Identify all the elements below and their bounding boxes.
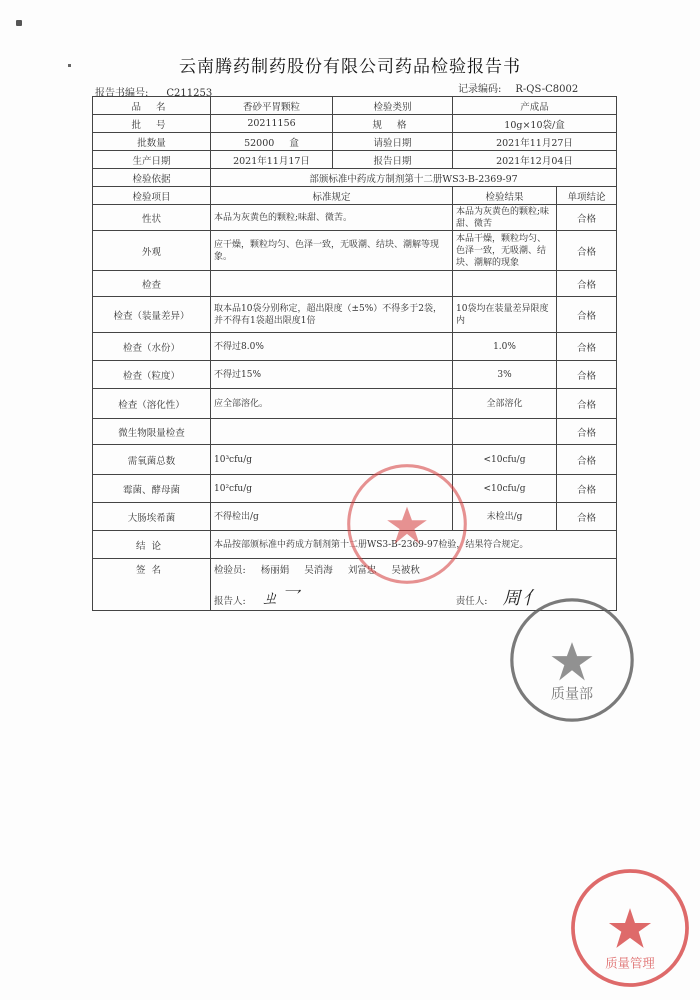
item-cell: 微生物限量检查 <box>93 419 211 445</box>
record-number-value: R-QS-C8002 <box>515 84 579 95</box>
table-row <box>93 389 617 419</box>
seal-graphic <box>568 866 692 990</box>
responsible-label: 责任人: <box>455 596 488 607</box>
standard-cell: 应全部溶化。 <box>211 389 453 419</box>
inspector-name: 吴被秋 <box>391 565 420 576</box>
standard-cell: 应干燥，颗粒均匀、色泽一致，无吸潮、结块、潮解等现象。 <box>211 231 453 271</box>
punch-hole-mark <box>16 20 22 26</box>
item-cell: 检查（水份） <box>93 333 211 361</box>
conclusion-cell: 合格 <box>557 231 617 271</box>
verdict-text: 本品按部颁标准中药成方制剂第十二册WS3-B-2369-97检验，结果符合规定。 <box>211 531 617 559</box>
report-date-value: 2021年12月04日 <box>453 151 617 169</box>
quality-dept-seal <box>508 596 636 724</box>
svg-text:质量管理: 质量管理 <box>605 955 655 971</box>
svg-text:质量部: 质量部 <box>550 686 594 703</box>
header-conclusion: 单项结论 <box>557 187 617 205</box>
result-cell: 10袋均在装量差异限度内 <box>453 297 557 333</box>
seal-graphic <box>345 462 469 586</box>
result-cell: <10cfu/g <box>453 445 557 475</box>
result-cell: 全部溶化 <box>453 389 557 419</box>
table-row <box>93 333 617 361</box>
table-row <box>93 169 617 187</box>
table-row <box>93 231 617 271</box>
header-standard: 标准规定 <box>211 187 453 205</box>
result-cell: 本品干燥，颗粒均匀、色泽一致，无吸潮、结块、潮解的现象 <box>453 231 557 271</box>
header-item: 检验项目 <box>93 187 211 205</box>
spec-value: 10g×10袋/盒 <box>453 115 617 133</box>
table-row <box>93 151 617 169</box>
result-cell: 1.0% <box>453 333 557 361</box>
result-cell: 本品为灰黄色的颗粒;味甜、微苦 <box>453 205 557 231</box>
conclusion-cell: 合格 <box>557 205 617 231</box>
result-cell: 未检出/g <box>453 503 557 531</box>
standard-cell: 不得检出/g <box>211 503 453 531</box>
item-cell: 检查 <box>93 271 211 297</box>
request-date-label: 请验日期 <box>333 133 453 151</box>
standard-cell <box>211 271 453 297</box>
company-seal <box>345 462 469 586</box>
responsible-signature: 周⺅ <box>502 588 543 609</box>
table-row <box>93 133 617 151</box>
table-row <box>93 361 617 389</box>
star-icon <box>387 507 427 544</box>
basis-value: 部颁标准中药成方制剂第十二册WS3-B-2369-97 <box>211 169 617 187</box>
record-number-label: 记录编码: <box>458 84 502 95</box>
batch-value: 20211156 <box>211 115 333 133</box>
header-result: 检验结果 <box>453 187 557 205</box>
conclusion-cell: 合格 <box>557 271 617 297</box>
conclusion-cell: 合格 <box>557 419 617 445</box>
star-icon <box>552 642 593 680</box>
table-row <box>93 297 617 333</box>
quantity-cell <box>211 133 333 151</box>
item-cell: 霉菌、酵母菌 <box>93 475 211 503</box>
item-cell: 大肠埃希菌 <box>93 503 211 531</box>
test-type-value: 产成品 <box>453 97 617 115</box>
basis-label: 检验依据 <box>93 169 211 187</box>
request-date-value: 2021年11月27日 <box>453 133 617 151</box>
standard-cell: 本品为灰黄色的颗粒;味甜、微苦。 <box>211 205 453 231</box>
conclusion-cell: 合格 <box>557 445 617 475</box>
spec-label: 规 格 <box>333 115 453 133</box>
table-row <box>93 419 617 445</box>
standard-cell: 不得过15% <box>211 361 453 389</box>
prod-date-label: 生产日期 <box>93 151 211 169</box>
item-cell: 检查（粒度） <box>93 361 211 389</box>
result-cell <box>453 271 557 297</box>
standard-cell <box>211 419 453 445</box>
table-header-row <box>93 187 617 205</box>
item-cell: 检查（装量差异） <box>93 297 211 333</box>
verdict-label: 结论 <box>93 531 211 559</box>
conclusion-cell: 合格 <box>557 333 617 361</box>
product-value: 香砂平胃颗粒 <box>211 97 333 115</box>
result-cell: <10cfu/g <box>453 475 557 503</box>
signature-label: 签名 <box>93 559 211 611</box>
star-icon <box>609 908 651 948</box>
inspector-name: 刘富忠 <box>347 565 377 576</box>
item-cell: 需氧菌总数 <box>93 445 211 475</box>
result-cell: 3% <box>453 361 557 389</box>
table-row <box>93 115 617 133</box>
inspector-name: 吴消海 <box>304 565 333 576</box>
conclusion-cell: 合格 <box>557 503 617 531</box>
table-row <box>93 205 617 231</box>
report-number-value: C211253 <box>166 88 213 99</box>
quantity-value: 52000 <box>244 137 275 149</box>
seal-graphic <box>508 596 636 724</box>
table-row <box>93 271 617 297</box>
item-cell: 外观 <box>93 231 211 271</box>
report-date-label: 报告日期 <box>333 151 453 169</box>
inspectors-label: 检验员: <box>214 565 246 576</box>
standard-cell: 不得过8.0% <box>211 333 453 361</box>
standard-cell: 10³cfu/g <box>211 445 453 475</box>
product-label: 品 名 <box>93 97 211 115</box>
quantity-unit: 盒 <box>289 137 299 149</box>
inspector-name: 杨丽娟 <box>260 565 290 576</box>
standard-cell: 10²cfu/g <box>211 475 453 503</box>
quality-management-seal <box>568 866 692 990</box>
quantity-label: 批数量 <box>93 133 211 151</box>
reporter-signature: ㄓ⺂ <box>260 588 301 609</box>
batch-label: 批 号 <box>93 115 211 133</box>
report-number-label: 报告书编号: <box>95 88 149 99</box>
conclusion-cell: 合格 <box>557 297 617 333</box>
result-cell <box>453 419 557 445</box>
item-cell: 检查（溶化性） <box>93 389 211 419</box>
test-type-label: 检验类别 <box>333 97 453 115</box>
conclusion-cell: 合格 <box>557 475 617 503</box>
item-cell: 性状 <box>93 205 211 231</box>
table-row <box>93 97 617 115</box>
conclusion-cell: 合格 <box>557 389 617 419</box>
standard-cell: 取本品10袋分别称定，超出限度（±5%）不得多于2袋，并不得有1袋超出限度1倍 <box>211 297 453 333</box>
record-number <box>458 80 578 95</box>
prod-date-value: 2021年11月17日 <box>211 151 333 169</box>
reporter-label: 报告人: <box>214 596 246 607</box>
page-title: 云南腾药制药股份有限公司药品检验报告书 <box>179 57 521 77</box>
conclusion-cell: 合格 <box>557 361 617 389</box>
